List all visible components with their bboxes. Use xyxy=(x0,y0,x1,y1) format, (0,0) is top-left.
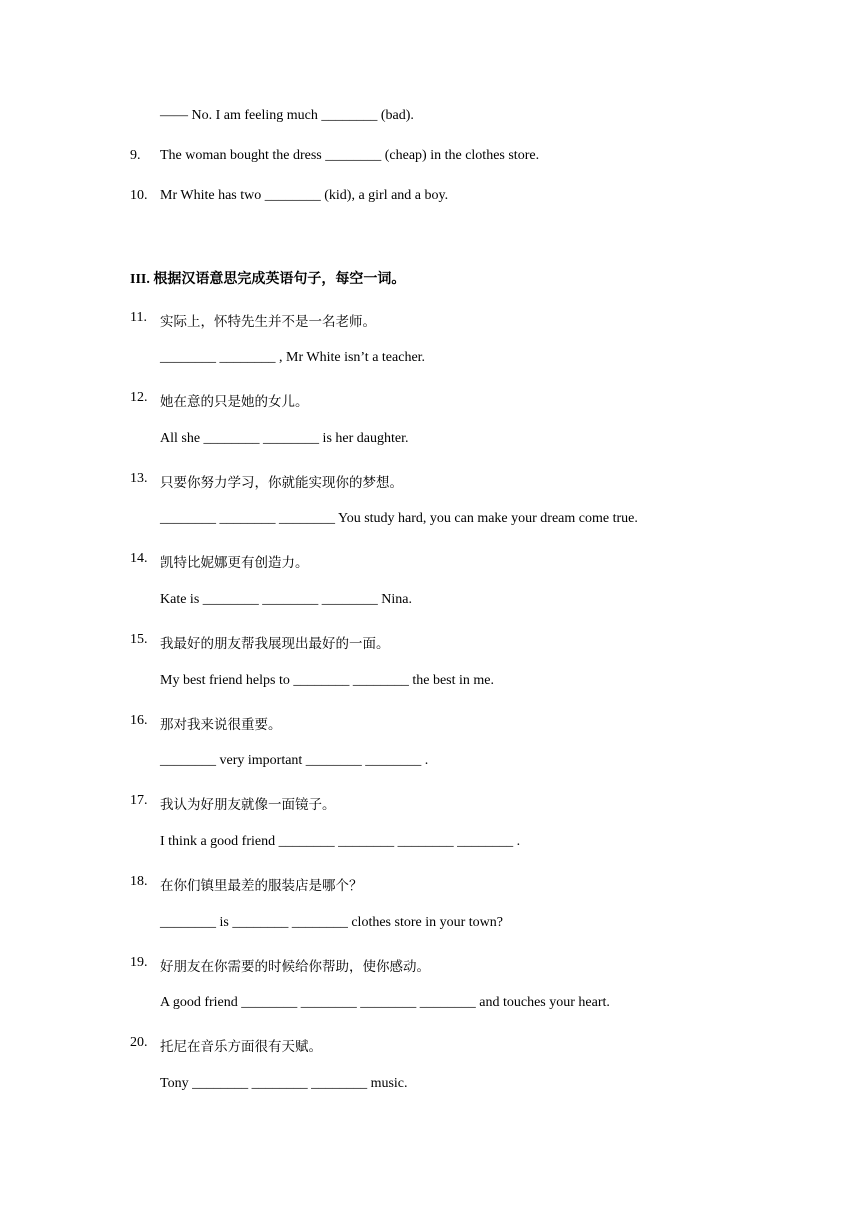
item-chinese-prompt: 我认为好朋友就像一面镜子。 xyxy=(160,797,336,813)
item-english-sentence: My best friend helps to ________ ________ the best in me. xyxy=(160,673,495,688)
item-number: 10. xyxy=(130,188,148,203)
item-chinese-prompt: 只要你努力学习，你就能实现你的梦想。 xyxy=(160,475,403,491)
previous-item-answer-line: —— No. I am feeling much ________ (bad). xyxy=(160,108,414,123)
item-number: 16. xyxy=(130,713,148,728)
item-number: 12. xyxy=(130,390,148,405)
item-english-sentence: All she ________ ________ is her daughter. xyxy=(160,431,409,446)
item-chinese-prompt: 好朋友在你需要的时候给你帮助，使你感动。 xyxy=(160,959,430,975)
item-number: 11. xyxy=(130,310,147,325)
item-number: 13. xyxy=(130,471,148,486)
item-number: 19. xyxy=(130,955,148,970)
item-chinese-prompt: 在你们镇里最差的服装店是哪个？ xyxy=(160,878,363,894)
item-english-sentence: Kate is ________ ________ ________ Nina. xyxy=(160,592,412,607)
item-chinese-prompt: 托尼在音乐方面很有天赋。 xyxy=(160,1039,322,1055)
item-sentence: Mr White has two ________ (kid), a girl and a boy. xyxy=(160,188,449,203)
item-number: 17. xyxy=(130,793,148,808)
section-heading: III. 根据汉语意思完成英语句子，每空一词。 xyxy=(130,272,406,287)
item-english-sentence: Tony ________ ________ ________ music. xyxy=(160,1076,408,1091)
item-chinese-prompt: 她在意的只是她的女儿。 xyxy=(160,394,309,410)
item-chinese-prompt: 实际上，怀特先生并不是一名老师。 xyxy=(160,314,376,330)
item-english-sentence: ________ ________ ________ You study hard, you can make your dream come true. xyxy=(160,511,638,526)
item-number: 20. xyxy=(130,1035,148,1050)
item-english-sentence: ________ ________ , Mr White isn’t a teacher. xyxy=(160,350,426,365)
item-chinese-prompt: 凯特比妮娜更有创造力。 xyxy=(160,555,309,571)
item-sentence: The woman bought the dress ________ (cheap) in the clothes store. xyxy=(160,148,540,163)
item-english-sentence: A good friend ________ ________ ________ ________ and touches your heart. xyxy=(160,995,610,1010)
item-number: 15. xyxy=(130,632,148,647)
item-number: 14. xyxy=(130,551,148,566)
item-chinese-prompt: 我最好的朋友帮我展现出最好的一面。 xyxy=(160,636,390,652)
item-number: 9. xyxy=(130,148,141,163)
item-english-sentence: ________ is ________ ________ clothes store in your town? xyxy=(160,915,503,930)
item-chinese-prompt: 那对我来说很重要。 xyxy=(160,717,282,733)
item-number: 18. xyxy=(130,874,148,889)
item-english-sentence: ________ very important ________ ________ . xyxy=(160,753,429,768)
item-english-sentence: I think a good friend ________ ________ ________ ________ . xyxy=(160,834,521,849)
